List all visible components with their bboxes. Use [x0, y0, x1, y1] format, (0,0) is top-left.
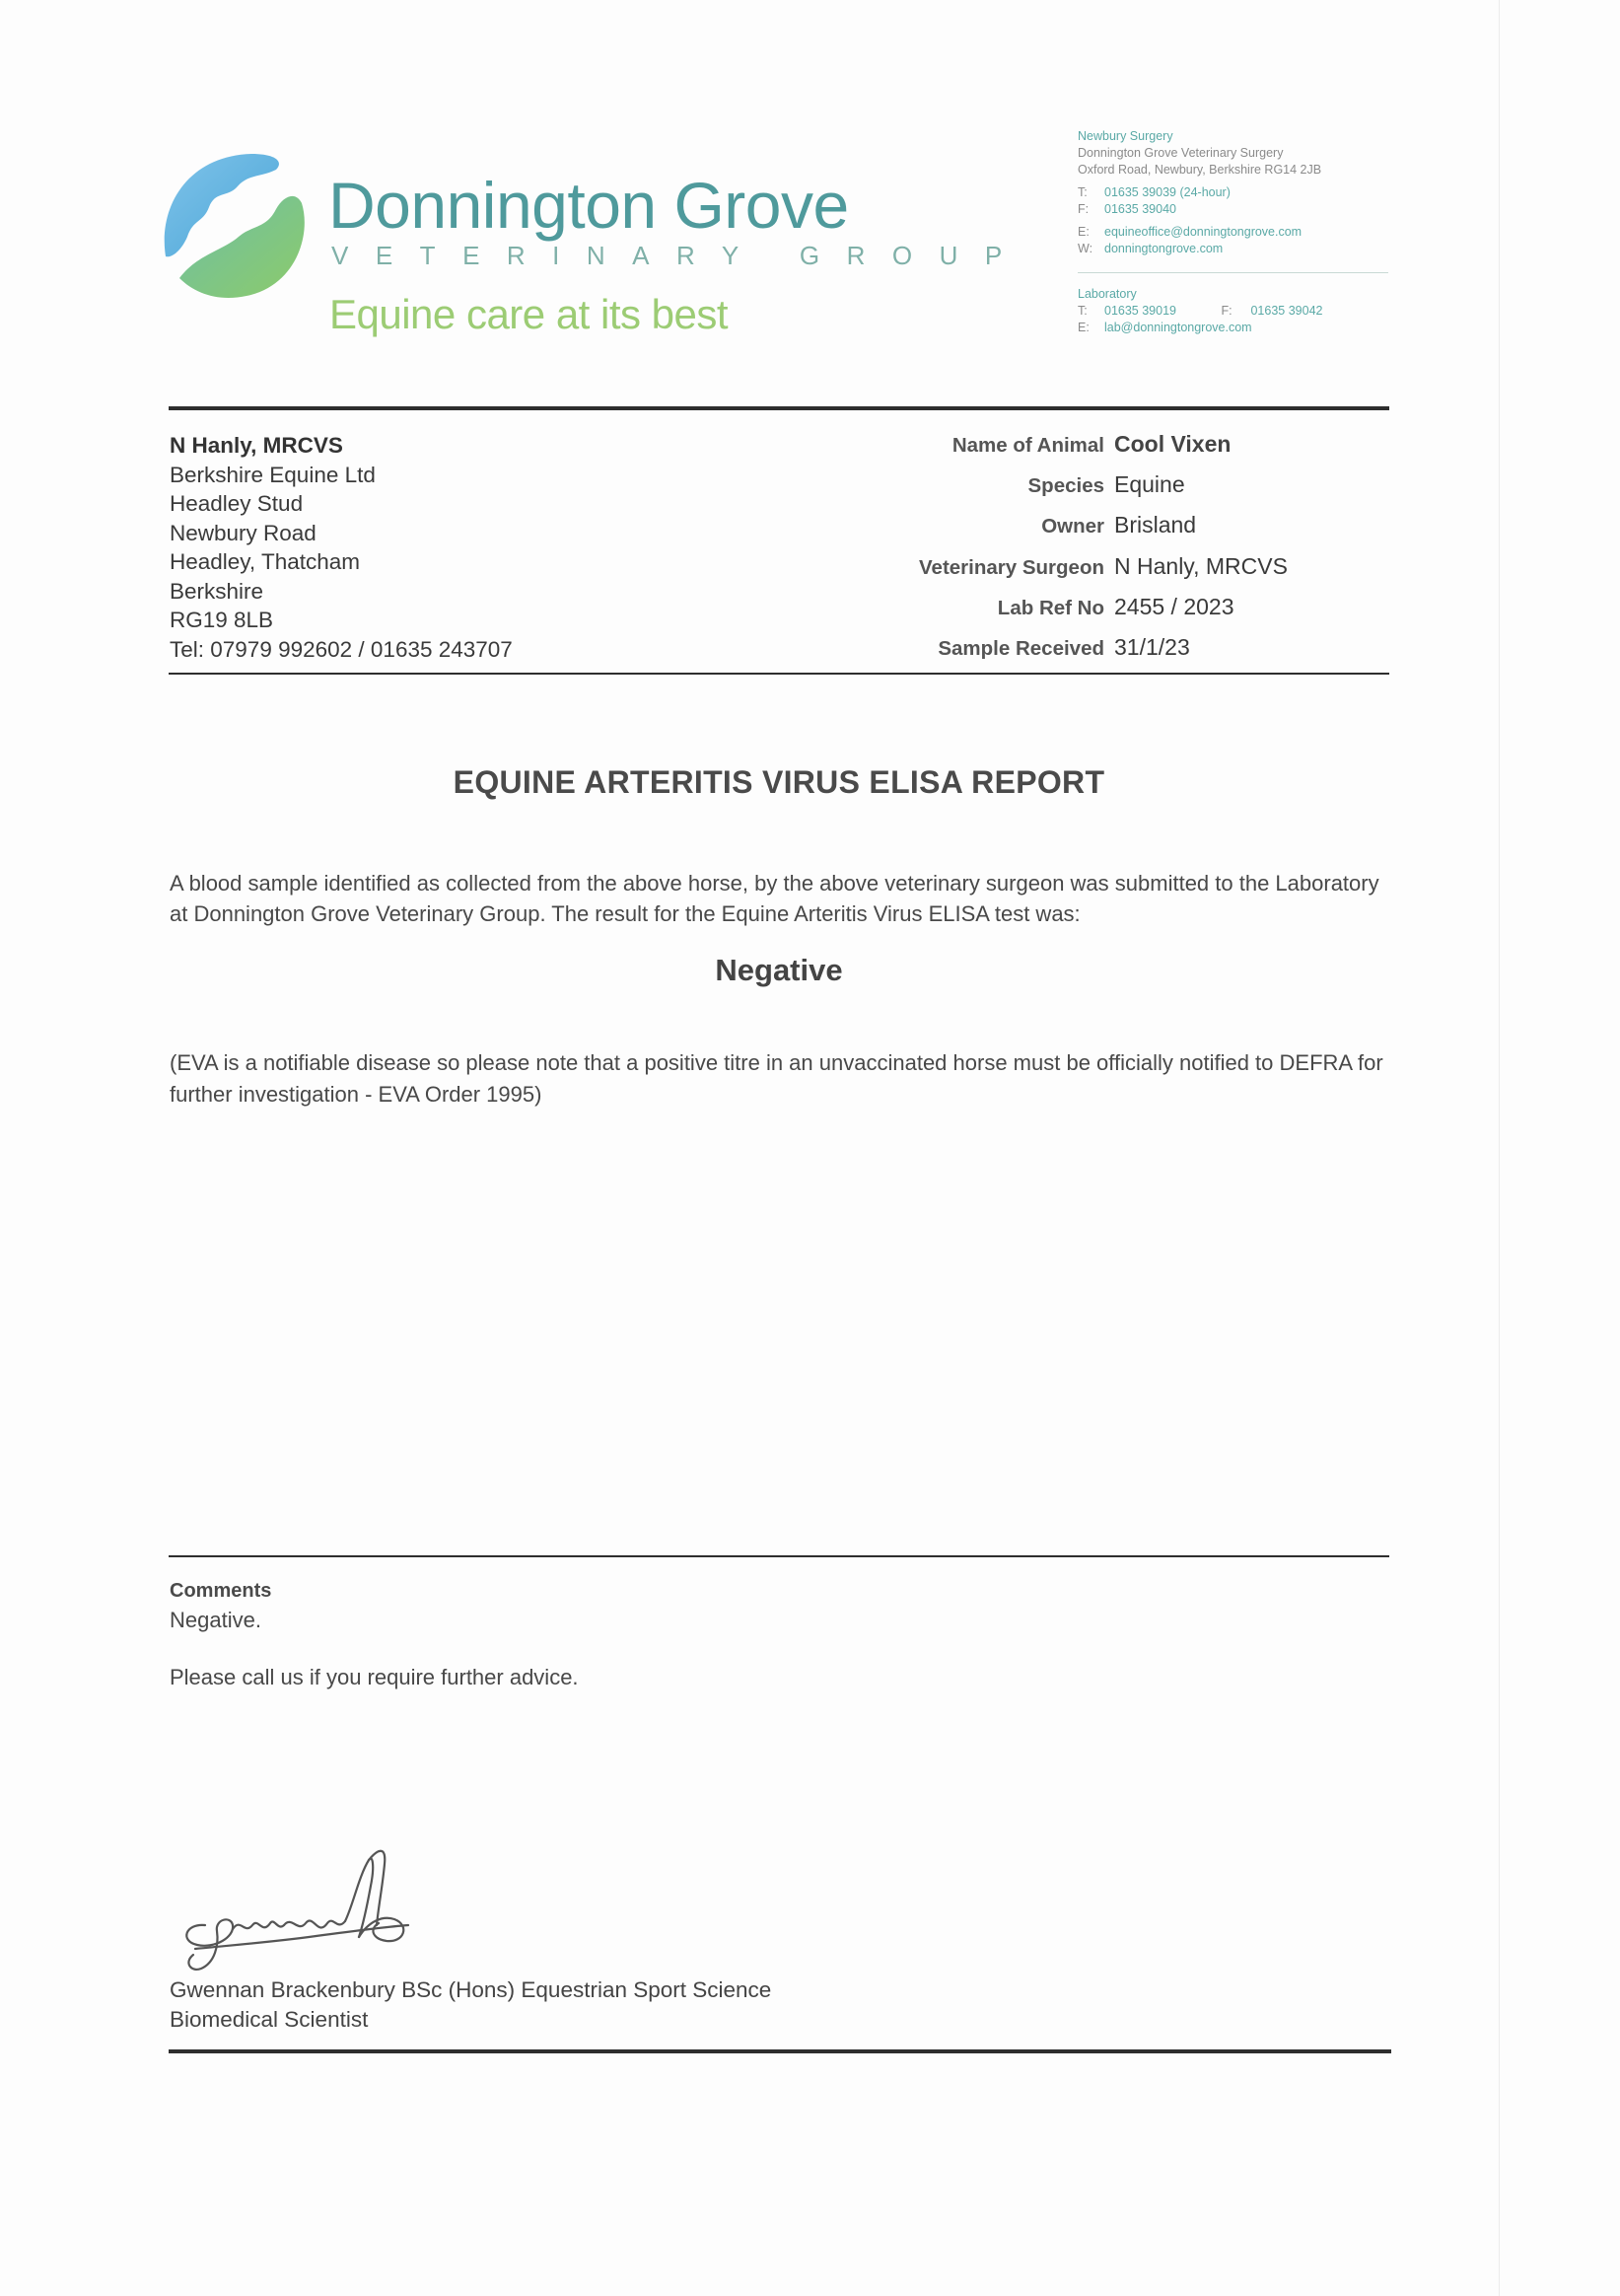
- laboratory-email-row: [1078, 320, 1322, 336]
- laboratory-heading: Laboratory: [1078, 287, 1137, 301]
- detail-label: Sample Received: [938, 636, 1104, 660]
- detail-label: Owner: [1041, 515, 1104, 538]
- detail-row-species: [868, 471, 1288, 512]
- address-line: Headley, Thatcham: [170, 549, 361, 574]
- handwritten-signature: [176, 1846, 422, 1974]
- comments-text: Negative.: [170, 1608, 261, 1632]
- surgery-tel: 01635 39039 (24-hour): [1104, 185, 1231, 199]
- test-result: Negative: [715, 953, 843, 987]
- recipient-telephone: Tel: 07979 992602 / 01635 243707: [170, 636, 513, 662]
- comments-rule: [169, 1555, 1389, 1557]
- surgery-address-line1: Donnington Grove Veterinary Surgery: [1078, 146, 1284, 160]
- details-rule: [169, 673, 1389, 675]
- tel-label: T:: [1078, 185, 1088, 199]
- surgery-web-row: [1078, 241, 1321, 257]
- vet-value: N Hanly, MRCVS: [1114, 552, 1288, 579]
- species-value: Equine: [1114, 471, 1185, 498]
- animal-name-value: Cool Vixen: [1114, 431, 1232, 457]
- address-line: Newbury Road: [170, 520, 317, 545]
- address-line: Berkshire: [170, 578, 264, 604]
- report-title: EQUINE ARTERITIS VIRUS ELISA REPORT: [453, 764, 1105, 800]
- detail-row-owner: [868, 512, 1288, 552]
- laboratory-contact-block: [1078, 286, 1322, 336]
- fax-label: F:: [1078, 202, 1090, 216]
- address-postcode: RG19 8LB: [170, 608, 274, 632]
- lab-ref-value: 2455 / 2023: [1114, 593, 1234, 619]
- email-label: E:: [1078, 321, 1090, 334]
- page-edge: [1499, 0, 1500, 2296]
- owner-value: Brisland: [1114, 512, 1197, 538]
- surgery-contact-block: [1078, 128, 1321, 257]
- surgery-web: donningtongrove.com: [1104, 242, 1224, 255]
- brand-group-name: VETERINARY GROUP: [331, 241, 1029, 270]
- signatory-title: Biomedical Scientist: [170, 2007, 369, 2032]
- detail-label: Species: [1027, 474, 1104, 498]
- detail-label: Lab Ref No: [997, 596, 1104, 619]
- laboratory-phone-row: [1078, 303, 1322, 320]
- contact-divider: [1078, 272, 1388, 273]
- detail-label: Name of Animal: [951, 434, 1104, 457]
- tel-label: T:: [1078, 304, 1088, 318]
- sample-received-value: 31/1/23: [1114, 633, 1190, 660]
- detail-row-received: [868, 634, 1288, 675]
- address-line: Berkshire Equine Ltd: [170, 462, 376, 487]
- animal-details: [868, 431, 1288, 675]
- laboratory-fax: 01635 39042: [1250, 304, 1323, 318]
- donnington-grove-logo-icon: [158, 148, 316, 306]
- fax-label: F:: [1221, 304, 1233, 318]
- header-rule: [169, 406, 1389, 410]
- detail-row-animal: [868, 431, 1288, 471]
- email-label: E:: [1078, 225, 1090, 239]
- advice-text: Please call us if you require further advice.: [170, 1665, 579, 1689]
- surgery-tel-row: [1078, 184, 1321, 201]
- surgery-heading: Newbury Surgery: [1078, 129, 1173, 143]
- surgery-email-row: [1078, 224, 1321, 241]
- report-note: (EVA is a notifiable disease so please note that a positive titre in an unvaccinated horse must be officially notified to DEFRA for further investigation - EVA Order 1995): [170, 1050, 1383, 1107]
- detail-row-labref: [868, 594, 1288, 634]
- comments-heading: Comments: [170, 1580, 272, 1602]
- address-line: Headley Stud: [170, 491, 304, 516]
- web-label: W:: [1078, 242, 1093, 255]
- brand-tagline: Equine care at its best: [329, 291, 729, 337]
- recipient-name: N Hanly, MRCVS: [170, 433, 343, 458]
- detail-row-vet: [868, 553, 1288, 594]
- footer-rule: [169, 2049, 1391, 2053]
- surgery-fax-row: [1078, 201, 1321, 218]
- laboratory-tel: 01635 39019: [1104, 304, 1176, 318]
- surgery-address-line2: Oxford Road, Newbury, Berkshire RG14 2JB: [1078, 163, 1322, 177]
- recipient-address: [170, 431, 513, 664]
- surgery-email: equineoffice@donningtongrove.com: [1104, 225, 1303, 239]
- surgery-fax: 01635 39040: [1104, 202, 1176, 216]
- laboratory-email: lab@donningtongrove.com: [1104, 321, 1252, 334]
- detail-label: Veterinary Surgeon: [919, 555, 1104, 579]
- signatory-name: Gwennan Brackenbury BSc (Hons) Equestrian Sport Science: [170, 1977, 772, 2002]
- brand-name: Donnington Grove: [328, 169, 849, 242]
- report-body: A blood sample identified as collected from the above horse, by the above veterinary surgeon was submitted to the Laboratory at Donnington Grove Veterinary Group. The result for the Equine Arteritis Virus ELISA test was:: [170, 871, 1379, 926]
